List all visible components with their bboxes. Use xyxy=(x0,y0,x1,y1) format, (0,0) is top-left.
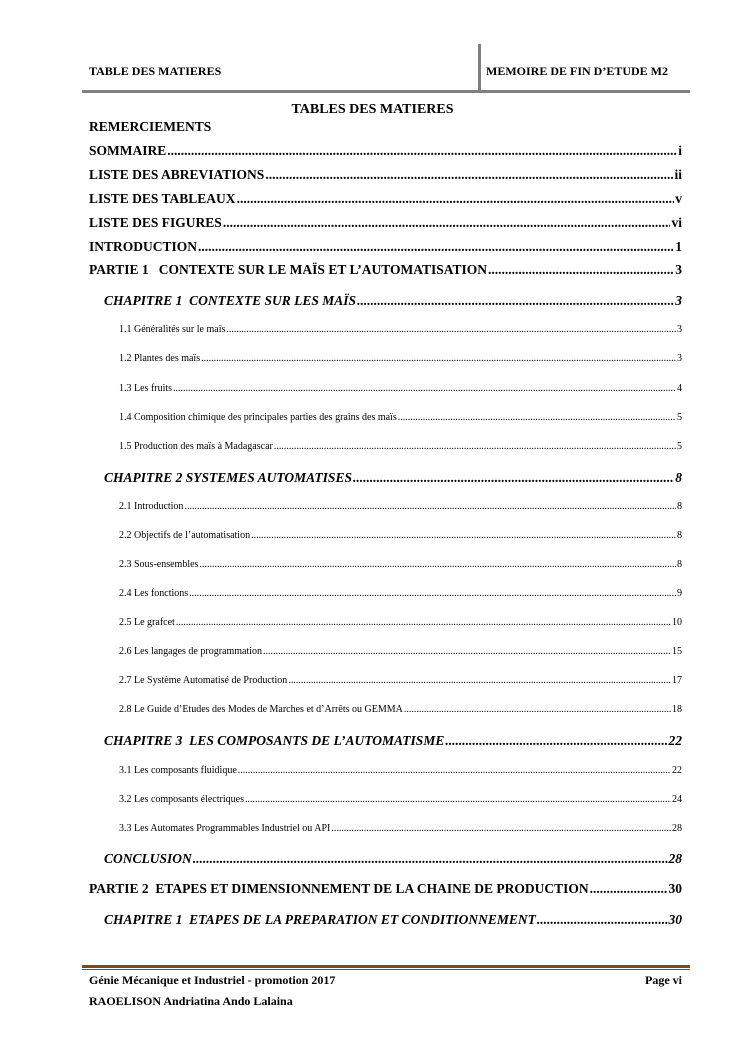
toc-page: v xyxy=(675,191,682,206)
toc-page: ii xyxy=(674,167,682,182)
toc-label: 1.5 Production des maïs à Madagascar xyxy=(119,441,273,452)
toc-label: CHAPITRE 1 CONTEXTE SUR LES MAÏS xyxy=(104,293,357,308)
toc-label: LISTE DES ABREVIATIONS xyxy=(89,167,265,182)
toc-page: 1 xyxy=(675,239,682,254)
toc-page: 8 xyxy=(677,501,682,512)
toc-label: LISTE DES TABLEAUX xyxy=(89,191,236,206)
toc-entry-2-1[interactable] xyxy=(119,501,682,512)
toc-label: CHAPITRE 2 SYSTEMES AUTOMATISES xyxy=(104,470,352,485)
leader-dots xyxy=(398,412,676,423)
footer-left-text: Génie Mécanique et Industriel - promotion 2017 xyxy=(89,973,336,987)
toc-entry-1-1[interactable] xyxy=(119,324,682,335)
toc-label: PARTIE 2 ETAPES ET DIMENSIONNEMENT DE LA CHAINE DE PRODUCTION xyxy=(89,881,589,896)
toc-page: 5 xyxy=(677,441,682,452)
toc-page: 28 xyxy=(672,823,682,834)
toc-page: 3 xyxy=(677,353,682,364)
toc-label: PARTIE 1 CONTEXTE SUR LE MAÏS ET L’AUTOMATISATION xyxy=(89,262,487,277)
header-horizontal-divider xyxy=(82,90,690,93)
leader-dots xyxy=(331,823,671,834)
leader-dots xyxy=(488,262,674,278)
toc-label: CONCLUSION xyxy=(104,851,192,866)
footer-divider-thick xyxy=(82,965,690,968)
toc-entry-tableaux[interactable] xyxy=(89,191,682,207)
leader-dots xyxy=(184,501,676,512)
toc-label: LISTE DES FIGURES xyxy=(89,215,222,230)
toc-page: 8 xyxy=(675,470,682,485)
toc-entry-partie-2[interactable] xyxy=(89,881,682,897)
leader-dots xyxy=(263,646,671,657)
leader-dots xyxy=(238,765,671,776)
toc-page: 30 xyxy=(668,912,682,927)
toc-entry-1-4[interactable] xyxy=(119,412,682,423)
toc-entry-2-6[interactable] xyxy=(119,646,682,657)
toc-entry-2-2[interactable] xyxy=(119,530,682,541)
toc-page: 8 xyxy=(677,530,682,541)
leader-dots xyxy=(173,383,676,394)
toc-label: 3.2 Les composants électriques xyxy=(119,794,244,805)
toc-entry-3-3[interactable] xyxy=(119,823,682,834)
leader-dots xyxy=(199,559,676,570)
toc-label: CHAPITRE 1 ETAPES DE LA PREPARATION ET CONDITIONNEMENT xyxy=(104,912,536,927)
toc-entry-abreviations[interactable] xyxy=(89,167,682,183)
leader-dots xyxy=(201,353,676,364)
toc-entry-introduction[interactable] xyxy=(89,239,682,255)
toc-page: 5 xyxy=(677,412,682,423)
toc-label: SOMMAIRE xyxy=(89,143,167,158)
toc-label: 2.2 Objectifs de l’automatisation xyxy=(119,530,251,541)
footer-page-number: Page vi xyxy=(645,973,682,987)
leader-dots xyxy=(288,675,671,686)
toc-label: 2.8 Le Guide d’Etudes des Modes de Marches et d’Arrêts ou GEMMA xyxy=(119,704,403,715)
leader-dots xyxy=(237,191,675,207)
toc-page: 10 xyxy=(672,617,682,628)
leader-dots xyxy=(198,239,674,255)
leader-dots xyxy=(189,588,676,599)
toc-page: 18 xyxy=(672,704,682,715)
toc-entry-figures[interactable] xyxy=(89,215,682,231)
toc-page: 22 xyxy=(668,733,682,748)
toc-label: INTRODUCTION xyxy=(89,239,198,254)
toc-entry-sommaire[interactable] xyxy=(89,143,682,159)
toc-page: 28 xyxy=(668,851,682,866)
toc-label: 3.1 Les composants fluidique xyxy=(119,765,237,776)
toc-entry-partie-2-chapitre-1[interactable] xyxy=(104,912,682,928)
leader-dots xyxy=(590,881,668,897)
toc-label: 1.3 Les fruits xyxy=(119,383,173,394)
leader-dots xyxy=(245,794,671,805)
toc-label: 2.4 Les fonctions xyxy=(119,588,189,599)
toc-page: 24 xyxy=(672,794,682,805)
leader-dots xyxy=(274,441,676,452)
remerciements-heading: REMERCIEMENTS xyxy=(89,119,212,134)
toc-label: 2.3 Sous-ensembles xyxy=(119,559,199,570)
toc-label: 1.1 Généralités sur le maïs xyxy=(119,324,226,335)
leader-dots xyxy=(176,617,671,628)
toc-entry-2-7[interactable] xyxy=(119,675,682,686)
toc-entry-chapitre-3[interactable] xyxy=(104,733,682,749)
leader-dots xyxy=(167,143,677,159)
toc-page: 22 xyxy=(672,765,682,776)
leader-dots xyxy=(537,912,668,928)
toc-page: vi xyxy=(671,215,682,230)
toc-entry-chapitre-1[interactable] xyxy=(104,293,682,309)
toc-page: 17 xyxy=(672,675,682,686)
toc-entry-1-2[interactable] xyxy=(119,353,682,364)
leader-dots xyxy=(404,704,671,715)
toc-entry-3-1[interactable] xyxy=(119,765,682,776)
toc-entry-3-2[interactable] xyxy=(119,794,682,805)
toc-label: 2.6 Les langages de programmation xyxy=(119,646,263,657)
toc-label: 1.4 Composition chimique des principales parties des grains des maïs xyxy=(119,412,397,423)
footer-divider-thin xyxy=(82,969,690,970)
toc-label: 2.1 Introduction xyxy=(119,501,184,512)
header-right-text: MEMOIRE DE FIN D’ETUDE M2 xyxy=(486,64,668,78)
toc-entry-2-3[interactable] xyxy=(119,559,682,570)
toc-entry-conclusion[interactable] xyxy=(104,851,682,867)
toc-entry-2-8[interactable] xyxy=(119,704,682,715)
toc-page: 15 xyxy=(672,646,682,657)
footer-author: RAOELISON Andriatina Ando Lalaina xyxy=(89,994,293,1008)
toc-entry-1-5[interactable] xyxy=(119,441,682,452)
toc-label: 2.7 Le Système Automatisé de Production xyxy=(119,675,288,686)
toc-entry-chapitre-2[interactable] xyxy=(104,470,682,486)
toc-page: 3 xyxy=(675,262,682,277)
leader-dots xyxy=(445,733,667,749)
toc-label: CHAPITRE 3 LES COMPOSANTS DE L’AUTOMATISME xyxy=(104,733,445,748)
leader-dots xyxy=(357,293,674,309)
toc-page: 8 xyxy=(677,559,682,570)
leader-dots xyxy=(193,851,668,867)
toc-label: 2.5 Le grafcet xyxy=(119,617,175,628)
toc-page: i xyxy=(678,143,682,158)
toc-label: 3.3 Les Automates Programmables Industriel ou API xyxy=(119,823,331,834)
leader-dots xyxy=(353,470,674,486)
header-left-text: TABLE DES MATIERES xyxy=(89,64,222,78)
toc-label: 1.2 Plantes des maïs xyxy=(119,353,201,364)
toc-page: 4 xyxy=(677,383,682,394)
toc-entry-1-3[interactable] xyxy=(119,383,682,394)
toc-page: 3 xyxy=(677,324,682,335)
toc-entry-partie-1[interactable] xyxy=(89,262,682,278)
toc-page: 9 xyxy=(677,588,682,599)
leader-dots xyxy=(226,324,676,335)
leader-dots xyxy=(265,167,673,183)
page-title: TABLES DES MATIERES xyxy=(291,102,454,117)
toc-entry-2-5[interactable] xyxy=(119,617,682,628)
header-vertical-divider xyxy=(478,44,481,92)
leader-dots xyxy=(223,215,671,231)
toc-page: 30 xyxy=(668,881,682,896)
toc-entry-2-4[interactable] xyxy=(119,588,682,599)
leader-dots xyxy=(251,530,676,541)
toc-page: 3 xyxy=(675,293,682,308)
